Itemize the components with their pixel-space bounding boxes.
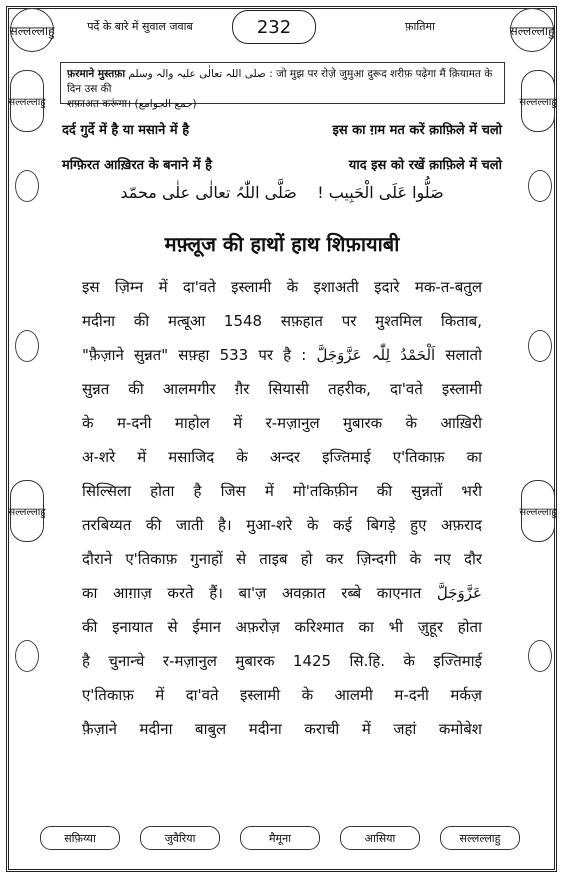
body-line: के म-दनी माहोल में र-मज़ानुल मुबारक के आख़िरी: [82, 414, 482, 432]
side-seal-right-2: सल्लल्लाहु: [521, 480, 555, 542]
section-title: मफ़्लूज की हाथों हाथ शिफ़ायाबी: [164, 232, 400, 256]
farmane-label: फ़रमाने मुस्तफ़ा: [67, 68, 126, 80]
body-line: दौराने ए'तिकाफ़ गुनाहों से ताइब हो कर ज़िन्दगी के नए दौर: [82, 550, 482, 568]
ornament-left: [15, 170, 39, 202]
body-text: [82, 270, 482, 746]
body-line: मदीना की मत्बूआ 1548 सफ़हात पर मुश्तमिल किताब,: [82, 312, 482, 330]
body-line: "फ़ैज़ाने सुन्नत" सफ़्हा 533 पर है : اَلْحَمْدُ لِلّٰہ عَزَّوَجَلَّ सलातो: [82, 346, 482, 364]
farmane-mustafa-box: [60, 62, 505, 110]
footer-name-1: सफ़िय्या: [40, 826, 120, 850]
ornament-right: [528, 170, 552, 202]
body-line: की इनायात से ईमान अफ़रोज़ करिश्मात का भी ज़ुहूर होता: [82, 618, 482, 636]
body-line: तरबिय्यत की जाती है। मुआ-शरे के कई बिगड़े हुए अफ़राद: [82, 516, 482, 534]
ornament-right: [528, 330, 552, 362]
page-number: 232: [232, 10, 316, 44]
body-line: इस ज़िम्न में दा'वते इस्लामी के इशाअती इदारे मक-त-बतुल: [82, 278, 482, 296]
farmane-text-2: शफ़ाअत करूंगा। (جمع الجوامع): [67, 98, 197, 110]
side-seal-left-1: सल्लल्लाहु: [10, 70, 44, 132]
ornament-left: [15, 640, 39, 672]
ornament-left: [15, 330, 39, 362]
body-line: सुन्नत की आलमगीर ग़ैर सियासी तहरीक, दा'वते इस्लामी: [82, 380, 482, 398]
body-line: का आग़ाज़ करते हैं। बा'ज़ अवक़ात रब्बे काएनात عَزَّوَجَلَّ: [82, 584, 482, 602]
body-line: ए'तिकाफ़ में दा'वते इस्लामी के आलमी म-दनी मर्कज़: [82, 686, 482, 704]
body-line: सिल्सिला होता है जिस में मो'तकिफ़ीन की सुन्नतों भरी: [82, 482, 482, 500]
side-seal-right-1: सल्लल्लाहु: [521, 70, 555, 132]
header-book-title: पर्दे के बारे में सुवाल जवाब: [87, 19, 193, 33]
footer-name-4: आसिया: [340, 826, 420, 850]
side-seal-left-2: सल्लल्लाहु: [10, 480, 44, 542]
footer-name-2: जुवैरिया: [140, 826, 220, 850]
footer-name-5: सल्लल्लाहु: [440, 826, 520, 850]
poem-line-2: मग्फ़िरत आख़िरत के बनाने में है याद इस को रखें क़ाफ़िले में चलो: [62, 158, 502, 173]
body-line: अ-शरे में मसाजिद के अन्दर इज्तिमाई ए'तिकाफ़ का: [82, 448, 482, 466]
body-line: है चुनान्चे र-मज़ानुल मुबारक 1425 सि.हि. के इज्तिमाई: [82, 652, 482, 670]
corner-seal-top-left: सल्लल्लाहु: [10, 8, 54, 52]
footer-name-3: मैमूना: [240, 826, 320, 850]
farmane-arabic: صلی اللہ تعالٰی علیہ والہ وسلم: [128, 68, 266, 80]
body-line: फ़ैज़ाने मदीना बाबुल मदीना कराची में जहां कमोबेश: [82, 720, 482, 738]
ornament-right: [528, 640, 552, 672]
durood-line: صَلُّوا عَلَی الْحَبِیب ! صَلَّی اللّٰہُ تعالٰی علٰی محمّد: [120, 183, 444, 202]
farmane-text: : जो मुझ पर रोज़े जुमुआ दुरूद शरीफ़ पढ़ेगा मैं क़ियामत के दिन उस की: [67, 68, 493, 95]
corner-seal-top-right: सल्लल्लाहु: [510, 8, 554, 52]
poem-line-1: दर्द गुर्दे में है या मसाने में है इस का ग़म मत करें क़ाफ़िले में चलो: [62, 123, 502, 138]
header-right-title: फ़ातिमा: [405, 19, 435, 33]
